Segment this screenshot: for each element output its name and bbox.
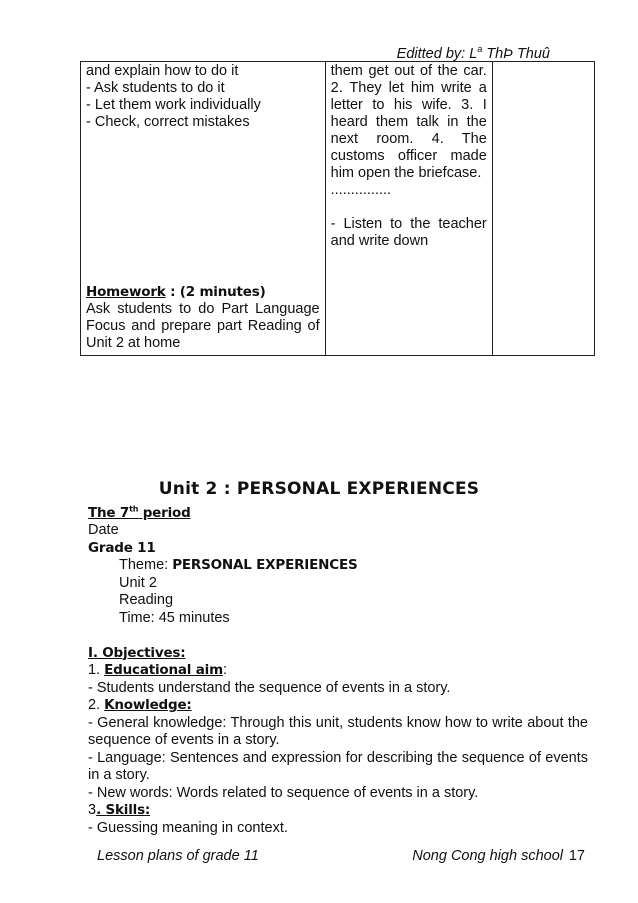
col1-line: - Ask students to do it xyxy=(86,80,225,96)
section-line: Reading xyxy=(119,592,174,608)
period-label xyxy=(88,505,191,521)
date-line: Date xyxy=(88,522,119,538)
skills-text: - Guessing meaning in context. xyxy=(88,819,288,836)
header-editor-prefix: Editted by: L xyxy=(396,45,478,62)
knowledge-label: Knowledge: xyxy=(104,697,192,713)
header-editor-sup: a xyxy=(477,44,483,54)
theme-line xyxy=(88,557,588,575)
col1-line: and explain how to do it xyxy=(86,63,239,79)
period-suffix: period xyxy=(138,504,191,521)
unit-title: Unit 2 : PERSONAL EXPERIENCES xyxy=(158,479,480,499)
period-prefix: The 7 xyxy=(88,504,130,521)
homework-label: Homework xyxy=(86,284,166,300)
header-editor-suffix: ThÞ Thuû xyxy=(482,45,550,62)
homework-heading xyxy=(86,284,320,301)
page-number: 17 xyxy=(568,848,585,864)
homework-duration: : (2 minutes) xyxy=(165,284,266,300)
aim-num: 1. xyxy=(88,662,105,678)
lesson-table xyxy=(80,61,595,356)
skills-heading xyxy=(88,802,588,820)
aim-text: - Students understand the sequence of events in a story. xyxy=(88,679,451,696)
notes-cell xyxy=(492,62,594,356)
listen-text: - Listen to the teacher and write down xyxy=(330,216,487,249)
unit-line: Unit 2 xyxy=(119,574,157,591)
knowledge-num: 2. xyxy=(88,697,105,713)
footer-left: Lesson plans of grade 11 xyxy=(97,848,259,864)
page-header xyxy=(397,44,550,62)
student-activities-cell xyxy=(325,62,492,356)
homework-text: Ask students to do Part Language Focus and prepare part Reading of Unit 2 at home xyxy=(86,301,320,351)
teacher-activities-cell xyxy=(81,62,326,356)
knowledge-language: - Language: Sentences and expression for describing the sequence of events in a story. xyxy=(88,749,588,783)
period-line xyxy=(88,500,588,522)
skills-label: . Skills: xyxy=(96,802,151,818)
aim-heading xyxy=(88,662,588,680)
knowledge-heading xyxy=(88,697,588,715)
skills-num: 3 xyxy=(88,802,97,818)
col1-line: - Let them work individually xyxy=(86,97,261,113)
answers-dots: ............... xyxy=(330,182,392,198)
answers-text: them get out of the car. 2. They let him write a letter to his wife. 3. I heard them talk in the next room. 4. The customs officer made him open the briefcase. xyxy=(330,63,487,181)
time-line: Time: 45 minutes xyxy=(119,609,230,626)
footer-school: Nong Cong high school xyxy=(412,848,563,864)
table-row xyxy=(81,62,595,356)
theme-label: Theme: xyxy=(119,557,173,573)
period-sup: th xyxy=(129,504,139,513)
theme-value: PERSONAL EXPERIENCES xyxy=(172,557,358,573)
objectives-heading: I. Objectives: xyxy=(88,644,186,661)
knowledge-words: - New words: Words related to sequence of events in a story. xyxy=(88,784,479,801)
aim-colon: : xyxy=(222,662,227,678)
aim-label: Educational aim xyxy=(104,662,223,678)
lesson-body xyxy=(88,500,588,837)
col1-line: - Check, correct mistakes xyxy=(86,114,250,130)
grade-line: Grade 11 xyxy=(88,539,156,556)
knowledge-general: - General knowledge: Through this unit, students know how to write about the sequence of events in a story. xyxy=(88,714,588,748)
